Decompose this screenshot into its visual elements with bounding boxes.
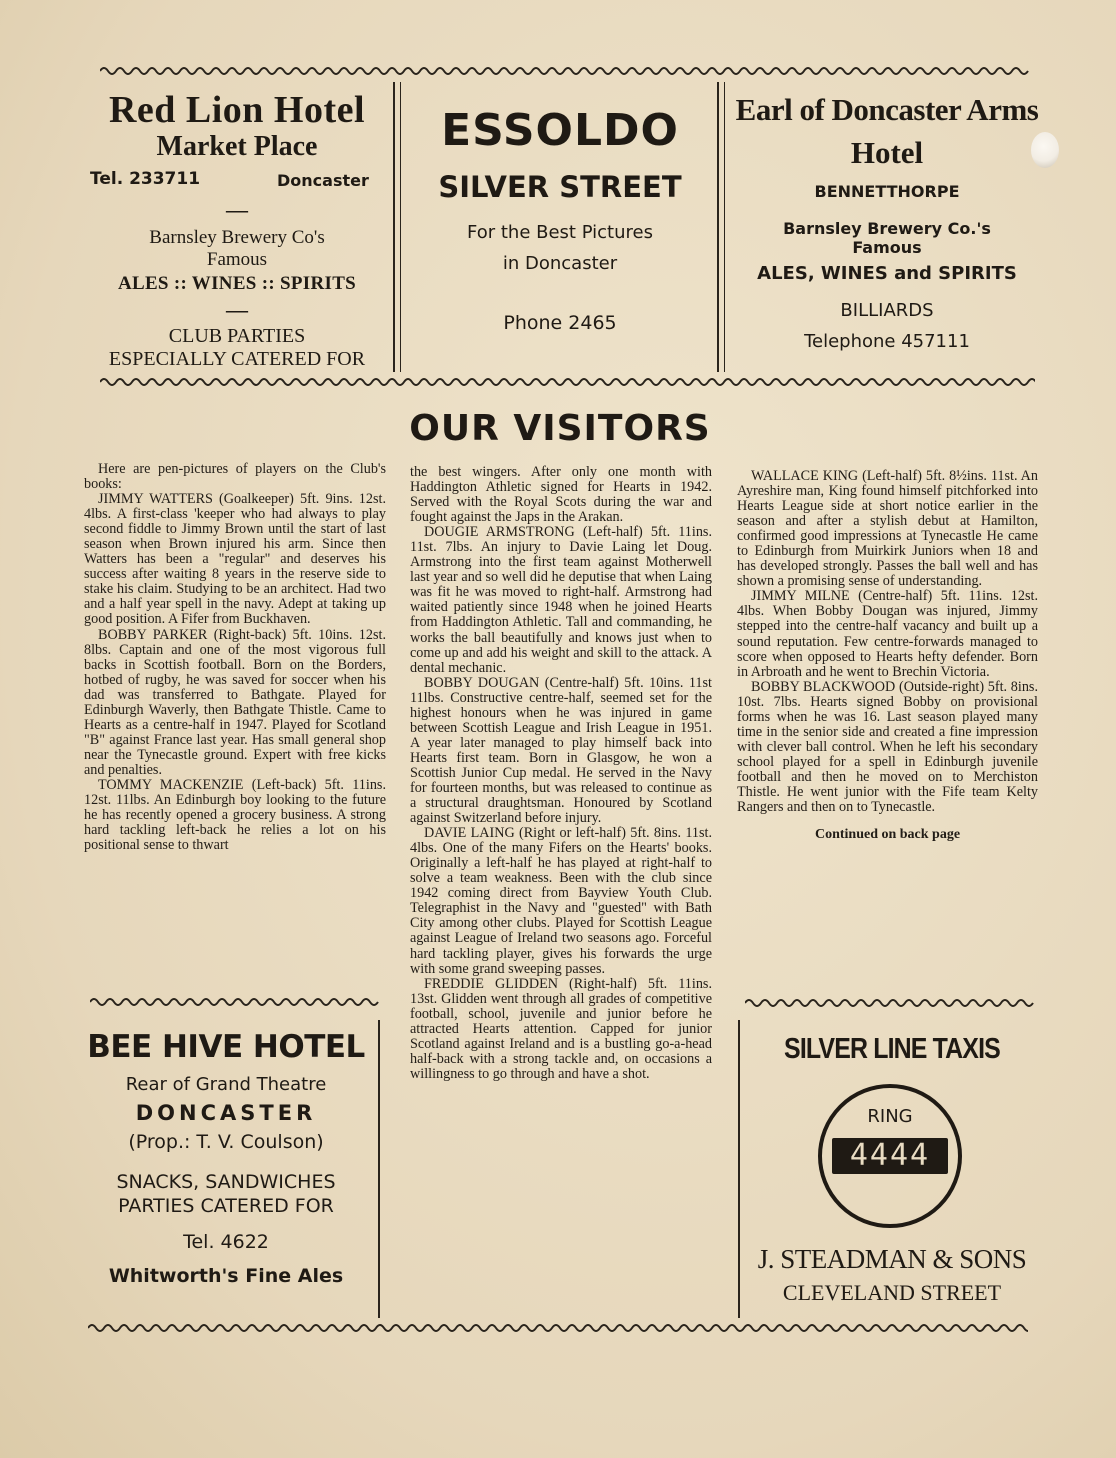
red-lion-tel: Tel. 233711	[90, 169, 201, 189]
bee-hive-tel: Tel. 4622	[183, 1231, 269, 1253]
silver-line-firm: J. STEADMAN & SONS	[757, 1244, 1027, 1274]
essoldo-tag-1: For the Best Pictures	[467, 222, 653, 243]
earl-name-1: Earl of Doncaster Arms	[735, 92, 1039, 127]
essoldo-tag-2: in Doncaster	[502, 253, 618, 274]
bee-hive-line1: Rear of Grand Theatre	[125, 1074, 327, 1095]
player-armstrong: DOUGIE ARMSTRONG (Left-half) 5ft. 11ins. 11st. 7lbs. An injury to Davie Laing let Doug. Armstrong into the first team against Motherwell last year and so well did he deputise that when Laing was fit he was moved to right-half. Armstrong had waited patiently since 1948 when he joined Hearts from Haddington Athletic. Tall and commanding, he works the ball beautifully and knows just when to come up and add his weight and skill to the attack. A dental mechanic.	[410, 524, 712, 676]
bee-hive-snacks-1: SNACKS, SANDWICHES	[116, 1171, 336, 1193]
player-laing: DAVIE LAING (Right or left-half) 5ft. 8ins. 11st. 4lbs. One of the many Fifers on the Hearts' books. Originally a left-half he has played at right-half to solve a team weakness. Been with the club since 1942 coming direct from Bayview Youth Club. Telegraphist in the Navy and "guested" with Bath City among other clubs. Played for Scottish League against League of Ireland two seasons ago. Forceful hard tackling player, gives his forwards the urge with some grand sweeping passes.	[410, 825, 712, 977]
essoldo-ad	[404, 104, 716, 334]
red-lion-club-2: ESPECIALLY CATERED FOR	[108, 348, 366, 370]
player-parker: BOBBY PARKER (Right-back) 5ft. 10ins. 12st. 8lbs. Captain and one of the most vigorous full backs in Scottish football. Born on the Borders, hotbed of rugby, he was saved for soccer when his dad was transferred to Bathgate. Played for Edinburgh Waverly, then Bathgate Thistle. Came to Hearts as a centre-half in 1947. Played for Scotland "B" against France last year. Has small general shop near the Tynecastle ground. Expert with free kicks and penalties.	[84, 626, 386, 778]
red-lion-dash-1: —	[226, 197, 248, 222]
player-mackenzie: TOMMY MACKENZIE (Left-back) 5ft. 11ins. 12st. 11lbs. An Edinburgh boy looking to the future he has recently opened a grocery business. A strong hard tackling left-back he relies a lot on his positional sense to thwart	[84, 776, 386, 854]
essoldo-street: SILVER STREET	[438, 170, 682, 204]
red-lion-famous: Famous	[206, 249, 268, 270]
silver-line-street: CLEVELAND STREET	[782, 1280, 1002, 1305]
page-heading: OUR VISITORS	[409, 408, 711, 449]
red-lion-name: Red Lion Hotel	[108, 89, 366, 131]
red-lion-ad	[84, 88, 390, 371]
ring-circle	[818, 1084, 962, 1228]
divider-top-3	[717, 82, 719, 372]
divider-top-4	[724, 82, 725, 372]
divider-taxis	[738, 1020, 740, 1318]
earl-ad	[728, 90, 1046, 352]
punch-hole	[1031, 132, 1059, 168]
wavy-rule-top	[100, 64, 1030, 76]
earl-name-2: Hotel	[850, 135, 924, 170]
continued-note: Continued on back page	[814, 827, 961, 843]
ring-label: RING	[867, 1106, 913, 1127]
bee-hive-town: DONCASTER	[135, 1101, 317, 1125]
red-lion-drinks: ALES :: WINES :: SPIRITS	[117, 273, 357, 294]
wavy-rule-bee-hive	[90, 995, 380, 1007]
bee-hive-prop: (Prop.: T. V. Coulson)	[128, 1131, 324, 1153]
player-mackenzie-cont: the best wingers. After only one month with Haddington Athletic signed for Hearts in 1942. Served with the Royal Scots during the war and fought against the Japs in the Arakan.	[410, 464, 712, 526]
earl-drinks: ALES, WINES and SPIRITS	[757, 263, 1017, 284]
silver-line-name: SILVER LINE TAXIS	[784, 1033, 1000, 1065]
bee-hive-snacks-2: PARTIES CATERED FOR	[118, 1195, 334, 1217]
earl-billiards: BILLIARDS	[840, 300, 934, 321]
red-lion-town: Doncaster	[277, 171, 369, 190]
ring-number: 4444	[832, 1138, 948, 1174]
essoldo-phone: Phone 2465	[503, 312, 617, 334]
article-column-1	[84, 462, 386, 853]
earl-phone: Telephone 457111	[804, 331, 970, 352]
player-milne: JIMMY MILNE (Centre-half) 5ft. 11ins. 12st. 4lbs. When Bobby Dougan was injured, Jimmy stepped into the centre-half vacancy and built up a sound reputation. Few centre-forwards managed to score when opposed to Hearts hefty defender. Born in Arbroath and he went to Brechin Victoria.	[737, 588, 1038, 680]
divider-bee-hive	[378, 1020, 380, 1318]
red-lion-brewery: Barnsley Brewery Co's	[149, 227, 325, 248]
divider-top-1	[393, 82, 395, 372]
red-lion-address: Market Place	[156, 131, 318, 162]
silver-line-ad	[742, 1026, 1042, 1316]
wavy-rule-mid	[100, 375, 1035, 387]
bee-hive-ad	[78, 1024, 374, 1287]
article-column-3	[737, 469, 1038, 842]
player-king: WALLACE KING (Left-half) 5ft. 8½ins. 11st. An Ayreshire man, King found himself pitchforked into Hearts League side at short notice earlier in the season and after a stylish debut at Hamilton, confirmed good impressions at Tynecastle He came to Edinburgh from Muirkirk Juniors when 18 and has developed strongly. Passes the ball well and has shown a promising sense of understanding.	[737, 468, 1038, 590]
red-lion-dash-2: —	[226, 297, 248, 322]
bee-hive-ales: Whitworth's Fine Ales	[108, 1265, 344, 1287]
wavy-rule-bottom	[88, 1321, 1028, 1333]
bee-hive-name: BEE HIVE HOTEL	[87, 1029, 365, 1065]
red-lion-club-1: CLUB PARTIES	[168, 325, 306, 347]
player-glidden: FREDDIE GLIDDEN (Right-half) 5ft. 11ins. 13st. Glidden went through all grades of competitive football, school, juvenile and junior before he attracted Hearts attention. Capped for junior Scotland against Ireland and is a bustling go-a-head half-back with a strong tackle and, on occasions a willingness to go through and have a shot.	[410, 975, 712, 1082]
essoldo-name: ESSOLDO	[441, 105, 679, 156]
player-watters: JIMMY WATTERS (Goalkeeper) 5ft. 9ins. 12st. 4lbs. A first-class 'keeper who had always to play second fiddle to Jimmy Brown until the start of last season when Brown injured his arm. Since then Watters has been a "regular" and deserves his success after waiting 8 years in the reserve side to stake his claim. Studying to be an architect. Had two and a half year spell in the navy. Adept at taking up good position. A Fifer from Buckhaven.	[84, 491, 386, 628]
player-dougan: BOBBY DOUGAN (Centre-half) 5ft. 10ins. 11st 11lbs. Constructive centre-half, seemed set for the highest honours when he was injured in game between Scottish League and Irish League in 1951. A year later managed to play himself back into Hearts first team. Born in Glasgow, he won a Scottish Junior Cup medal. He served in the Navy for fourteen months, but was released to continue as a structural draughtsman. Honoured by Scotland against Switzerland before injury.	[410, 674, 712, 827]
player-blackwood: BOBBY BLACKWOOD (Outside-right) 5ft. 8ins. 10st. 7lbs. Hearts signed Bobby on provisional forms when he was 16. Last season played many time in the senior side and created a fine impression with clever ball control. When he left his secondary school played for a spell in Edinburgh juvenile football and then he moved on to Merchiston Thistle. He went junior with the Fife team Kelty Rangers and then on to Tynecastle.	[737, 678, 1038, 816]
earl-brewery: Barnsley Brewery Co.'s	[783, 219, 991, 238]
earl-street: BENNETTHORPE	[814, 182, 960, 201]
divider-top-2	[400, 82, 401, 372]
earl-famous: Famous	[852, 238, 922, 257]
intro-paragraph: Here are pen-pictures of players on the Club's books:	[84, 461, 386, 493]
wavy-rule-taxis	[745, 996, 1035, 1008]
article-column-2	[410, 465, 712, 1082]
